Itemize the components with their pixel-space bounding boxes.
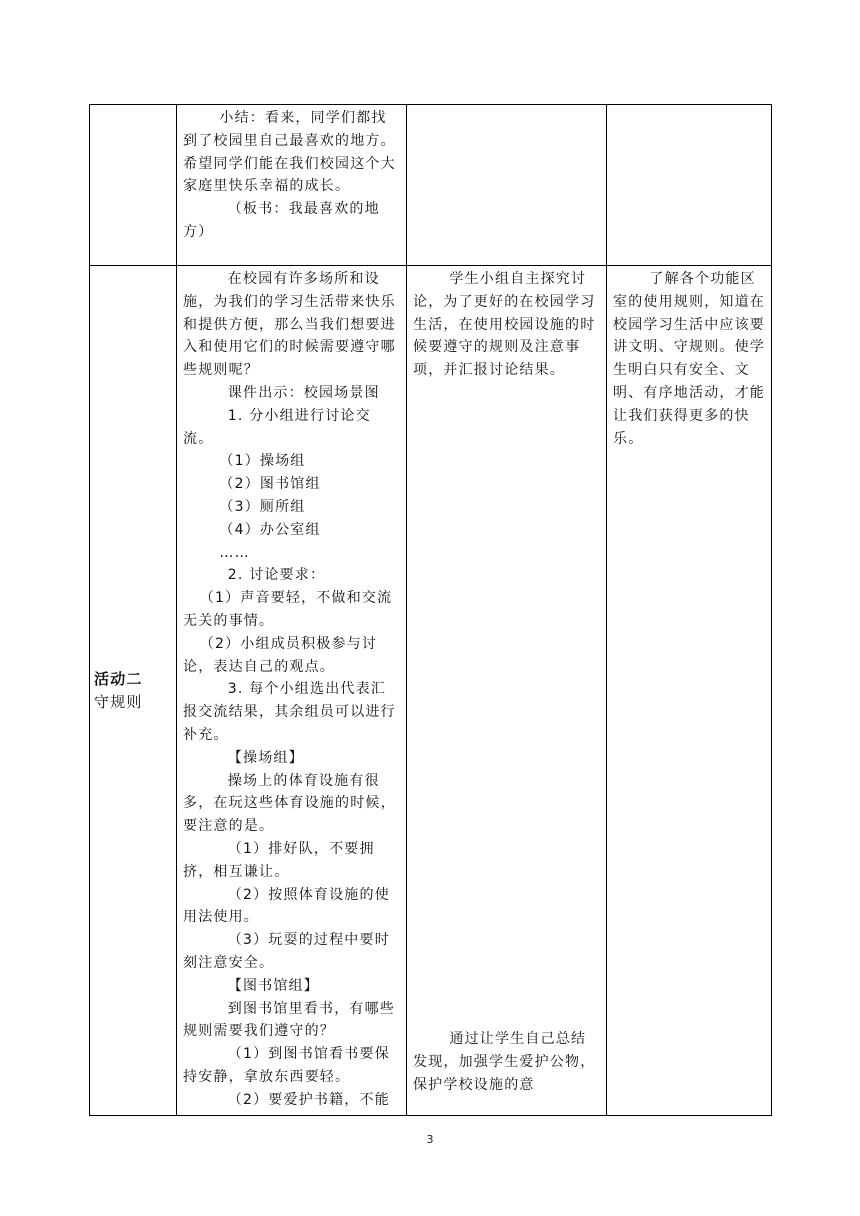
ellipsis-line: ……	[219, 544, 250, 561]
group-item: （4）办公室组	[219, 521, 321, 538]
student-summary-text: 通过让学生自己总结发现，加强学生爱护公物，保护学校设施的意	[413, 1031, 596, 1093]
rule-item: （1）排好队，不要拥挤，相互谦让。	[183, 840, 375, 880]
group-heading: 【操场组】	[227, 749, 304, 766]
table-row	[90, 266, 772, 1116]
teacher-activity-cell	[177, 266, 407, 1116]
group-item: （3）厕所组	[219, 498, 306, 515]
activity-label-cell	[90, 105, 177, 266]
step-line: 3. 每个小组选出代表汇报交流结果，其余组员可以进行补充。	[183, 681, 396, 743]
lesson-plan-table	[89, 104, 772, 1116]
blackboard-note: （板书：我最喜欢的地方）	[183, 201, 380, 240]
group-item: （2）图书馆组	[219, 476, 321, 493]
design-intent-text: 了解各个功能区室的使用规则，知道在校园学习生活中应该要讲文明、守规则。使学生明白只有安全、文明、有序地活动，才能让我们获得更多的快乐。	[613, 271, 765, 447]
design-intent-cell	[607, 266, 772, 1116]
group-paragraph: 操场上的体育设施有很多，在玩这些体育设施的时候，要注意的是。	[183, 772, 396, 835]
rule-item: （2）要爱护书籍，不能	[227, 1091, 390, 1108]
step-line: 1. 分小组进行讨论交流。	[183, 407, 371, 447]
group-heading: 【图书馆组】	[227, 977, 319, 994]
intro-paragraph: 在校园有许多场所和设施，为我们的学习生活带来快乐和提供方便，那么当我们想要进入和使用它们的时候需要遵守哪些规则呢？	[183, 271, 396, 379]
student-activity-cell	[407, 266, 607, 1116]
group-item: （1）操场组	[219, 453, 306, 470]
student-activity-cell	[407, 105, 607, 266]
activity-label-cell	[90, 266, 177, 1116]
group-paragraph: 到图书馆里看书，有哪些规则需要我们遵守的？	[183, 1000, 395, 1040]
step-line: 2. 讨论要求：	[227, 567, 326, 584]
rule-item: （1）到图书馆看书要保持安静，拿放东西要轻。	[183, 1046, 390, 1085]
courseware-line: 课件出示：校园场景图	[227, 384, 380, 401]
student-activity-text: 学生小组自主探究讨论，为了更好的在校园学习生活，在使用校园设施的时候要遵守的规则及注意事项，并汇报讨论结果。	[413, 271, 596, 379]
rule-item: （3）玩耍的过程中要时刻注意安全。	[183, 932, 390, 971]
activity-title: 活动二	[94, 669, 143, 688]
design-intent-cell	[607, 105, 772, 266]
requirement-item: （2）小组成员积极参与讨论，表达自己的观点。	[183, 635, 378, 675]
summary-paragraph: 小结：看来，同学们都找到了校园里自己最喜欢的地方。希望同学们能在我们校园这个大家庭里快乐幸福的成长。	[183, 110, 396, 195]
activity-subtitle: 守规则	[94, 692, 143, 711]
rule-item: （2）按照体育设施的使用法使用。	[183, 886, 390, 926]
page-number: 3	[426, 1133, 434, 1146]
requirement-item: （1）声音要轻，不做和交流无关的事情。	[183, 590, 393, 629]
teacher-activity-cell	[177, 105, 407, 266]
table-row	[90, 105, 772, 266]
